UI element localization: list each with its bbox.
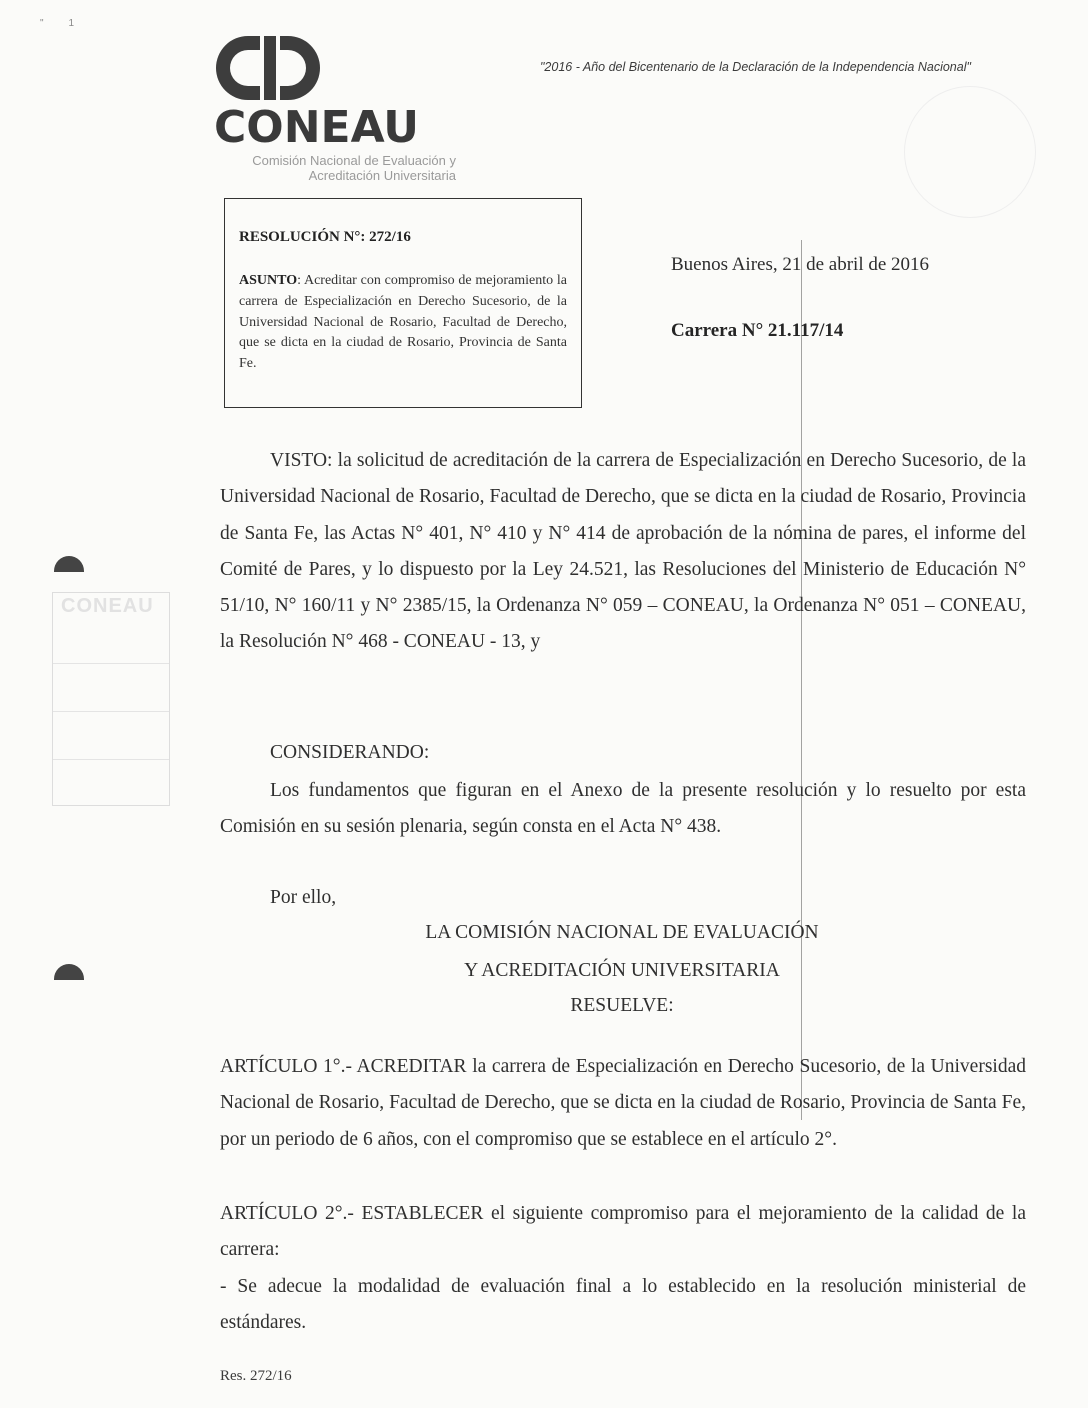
commission-line-1: LA COMISIÓN NACIONAL DE EVALUACIÓN [425,922,819,943]
carrera-number: Carrera N° 21.117/14 [671,320,844,341]
resolution-box [224,198,582,408]
faded-seal [904,86,1036,218]
logo-subtitle [214,153,456,183]
year-motto: "2016 - Año del Bicentenario de la Declaración de la Independencia Nacional" [540,60,971,74]
considerando-paragraph: Los fundamentos que figuran en el Anexo de la presente resolución y lo resuelto por esta Comisión en su sesión plenaria, según consta en el Acta N° 438. [220,780,1026,838]
coneau-logo-icon [214,32,322,104]
resolution-subject [239,271,567,375]
logo-subtitle-line2: Acreditación Universitaria [308,168,456,183]
por-ello: Por ello, [270,887,337,908]
place-date: Buenos Aires, 21 de abril de 2016 [671,254,930,275]
logo-subtitle-line1: Comisión Nacional de Evaluación y [252,153,456,168]
articulo-1: ARTÍCULO 1°.- ACREDITAR la carrera de Especialización en Derecho Sucesorio, de la Universidad Nacional de Rosario, Facultad de Derecho, que se dicta en la ciudad de Rosario, Provincia de Santa Fe, por un periodo de 6 años, con el compromiso que se establece en el artículo 2°. [220,1056,1026,1150]
margin-stamp [52,592,170,806]
considerando-heading: CONSIDERANDO: [270,742,430,763]
punch-hole-top [54,556,84,572]
punch-hole-bottom [54,964,84,980]
subject-text: : Acreditar con compromiso de mejoramiento la carrera de Especialización en Derecho Sucesorio, de la Universidad Nacional de Rosario, Facultad de Derecho, que se dicta en la ciudad de Rosario, Provincia de Santa Fe. [239,273,567,372]
footer-reference: Res. 272/16 [220,1368,292,1384]
margin-stamp-text: CONEAU [61,595,154,617]
visto-paragraph: VISTO: la solicitud de acreditación de la carrera de Especialización en Derecho Sucesorio, de la Universidad Nacional de Rosario, Facultad de Derecho, que se dicta en la ciudad de Rosario, Provincia de Santa Fe, las Actas N° 401, N° 410 y N° 414 de aprobación de la nómina de pares, el informe del Comité de Pares, y lo dispuesto por la Ley 24.521, las Resoluciones del Ministerio de Educación N° 51/10, N° 160/11 y N° 2385/15, la Ordenanza N° 059 – CONEAU, la Ordenanza N° 051 – CONEAU, la Resolución N° 468 - CONEAU - 13, y [220,450,1026,653]
resolution-number: RESOLUCIÓN N°: 272/16 [239,229,411,245]
compromiso-item: - Se adecue la modalidad de evaluación final a lo establecido en la resolución ministerial de estándares. [220,1276,1026,1334]
resuelve-heading: RESUELVE: [570,995,674,1016]
logo-wordmark: CONEAU [214,102,420,153]
subject-label: ASUNTO [239,273,298,288]
scan-fold-line [801,240,802,1120]
commission-line-2: Y ACREDITACIÓN UNIVERSITARIA [464,960,780,981]
articulo-2: ARTÍCULO 2°.- ESTABLECER el siguiente compromiso para el mejoramiento de la calidad de la carrera: [220,1203,1026,1261]
corner-mark: " 1 [40,18,75,29]
